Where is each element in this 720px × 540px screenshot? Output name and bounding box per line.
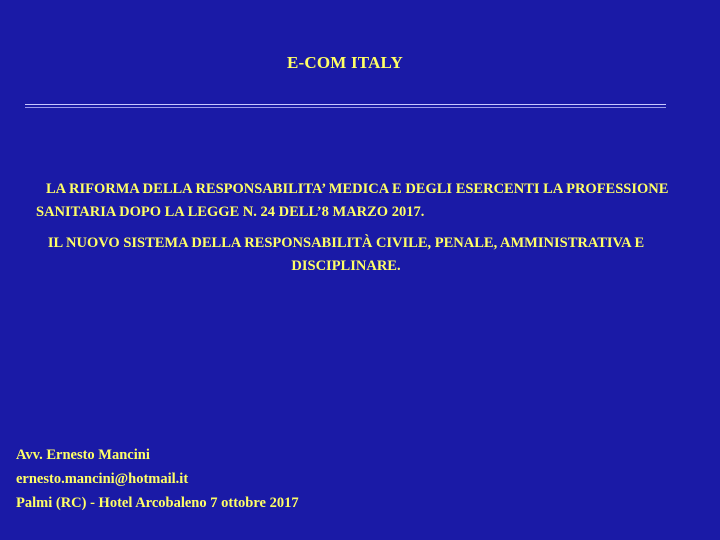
footer-author: Avv. Ernesto Mancini [16, 447, 150, 463]
main-heading: LA RIFORMA DELLA RESPONSABILITA’ MEDICA E DEGLI ESERCENTI LA PROFESSIONE SANITARIA DOPO LA LEGGE N. 24 DELL’8 MARZO 2017. [36, 181, 669, 220]
sub-heading: IL NUOVO SISTEMA DELLA RESPONSABILITÀ CIVILE, PENALE, AMMINISTRATIVA E DISCIPLINARE. [47, 235, 645, 274]
divider-line-top [25, 104, 666, 105]
footer-email: ernesto.mancini@hotmail.it [16, 471, 189, 487]
divider-line-bottom [25, 107, 666, 108]
footer-event: Palmi (RC) - Hotel Arcobaleno 7 ottobre 2017 [16, 495, 299, 511]
footer [16, 443, 299, 515]
header-divider [25, 104, 666, 109]
header-title: E-COM ITALY [286, 53, 404, 72]
slide-body [36, 178, 706, 278]
